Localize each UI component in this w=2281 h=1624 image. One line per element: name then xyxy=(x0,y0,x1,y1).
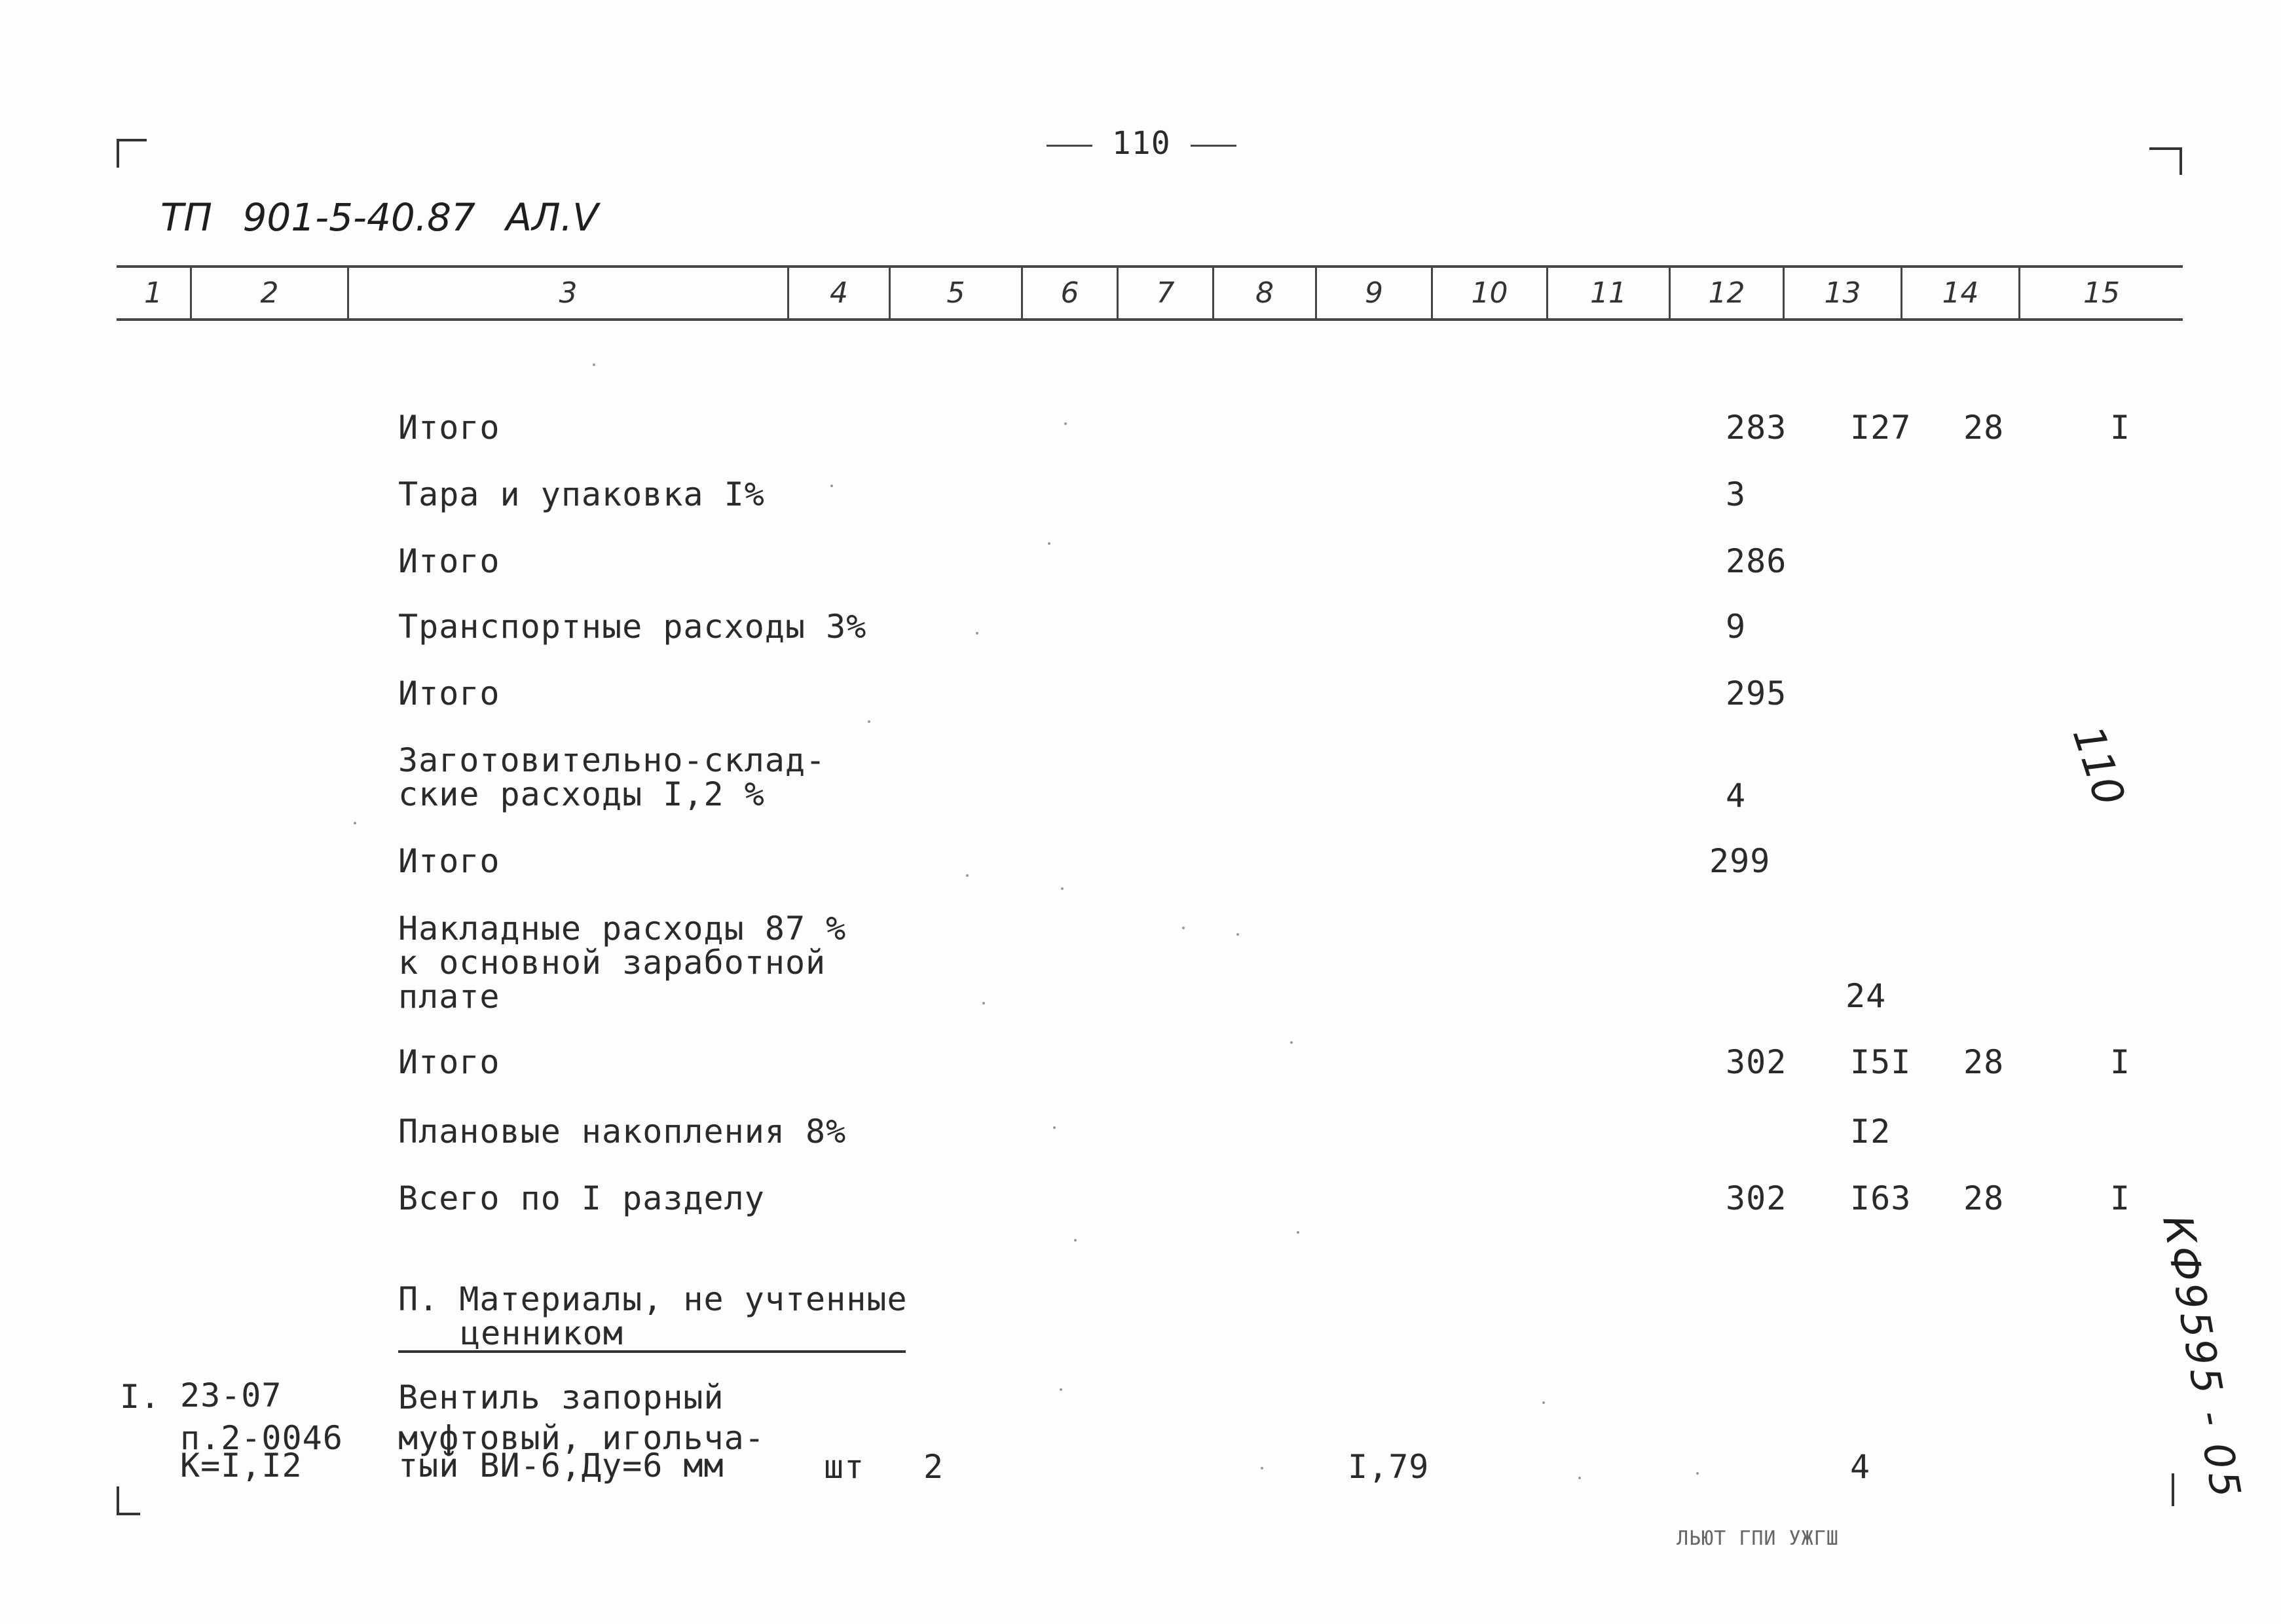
column-number: 11 xyxy=(1548,268,1671,318)
col13-value: 4 xyxy=(1850,1448,1871,1486)
col12-value: 286 xyxy=(1726,542,1787,580)
row-label: Итого xyxy=(398,842,500,880)
scan-speck xyxy=(1182,927,1185,929)
col15-value: I xyxy=(2110,1179,2131,1217)
scan-speck xyxy=(1696,1472,1699,1475)
column-number: 13 xyxy=(1785,268,1902,318)
row-label: Транспортные расходы 3% xyxy=(398,608,867,646)
corner-mark-bottom-left xyxy=(117,1486,140,1515)
scan-speck xyxy=(966,874,969,877)
item-code-line: К=I,I2 xyxy=(180,1447,303,1485)
scan-speck xyxy=(593,363,595,366)
row-label-line: Накладные расходы 87 % xyxy=(398,910,847,948)
item-quantity: 2 xyxy=(923,1448,944,1486)
document-code: ТП 901-5-40.87 АЛ.V xyxy=(160,195,599,240)
row-label-line: к основной заработной xyxy=(398,944,826,982)
col13-value: I2 xyxy=(1850,1113,1891,1151)
col14-value: 28 xyxy=(1963,1179,2005,1217)
scan-speck xyxy=(1542,1401,1545,1404)
corner-mark-bottom-right xyxy=(2172,1473,2177,1506)
item-unit: шт xyxy=(824,1448,865,1486)
col12-value: 283 xyxy=(1726,409,1787,447)
col14-value: 28 xyxy=(1963,409,2005,447)
section-heading-line: ценником xyxy=(398,1316,906,1353)
scan-speck xyxy=(1290,1041,1293,1044)
column-number: 4 xyxy=(789,268,891,318)
scan-speck xyxy=(1297,1231,1299,1234)
row-label: Итого xyxy=(398,409,500,447)
column-number: 6 xyxy=(1023,268,1119,318)
column-number-header xyxy=(117,265,2183,321)
scan-speck xyxy=(1236,933,1239,936)
scan-speck xyxy=(830,485,833,487)
row-label: Плановые накопления 8% xyxy=(398,1113,847,1151)
column-number: 5 xyxy=(891,268,1023,318)
col12-value: 302 xyxy=(1726,1043,1787,1081)
col13-value: 24 xyxy=(1845,977,1887,1015)
col15-value: I xyxy=(2110,1043,2131,1081)
scan-speck xyxy=(976,632,978,635)
row-label: Итого xyxy=(398,1043,500,1081)
col15-value: I xyxy=(2110,409,2131,447)
scan-speck xyxy=(1061,887,1064,890)
column-number: 1 xyxy=(117,268,192,318)
row-label-line: ские расходы I,2 % xyxy=(398,775,765,813)
scan-speck xyxy=(1074,1239,1077,1242)
row-label: Итого xyxy=(398,674,500,712)
bottom-stamp: ЛЬЮТ ГПИ УЖГШ xyxy=(1677,1527,1839,1550)
col12-value: 295 xyxy=(1726,674,1787,712)
item-code-line: п.2-0046 xyxy=(180,1419,343,1457)
scan-speck xyxy=(982,1002,985,1005)
col12-value: 3 xyxy=(1726,475,1747,513)
column-number: 14 xyxy=(1902,268,2020,318)
col13-value: I63 xyxy=(1850,1179,1912,1217)
col12-value: 4 xyxy=(1726,777,1747,815)
col12-value: 299 xyxy=(1709,842,1771,880)
column-number: 12 xyxy=(1671,268,1785,318)
column-number: 9 xyxy=(1317,268,1433,318)
handwritten-page-mark: 110 xyxy=(2062,720,2134,812)
item-number: I. xyxy=(120,1378,161,1416)
scan-speck xyxy=(1064,422,1067,425)
item-unit-price: I,79 xyxy=(1348,1448,1430,1486)
col13-value: I27 xyxy=(1850,409,1912,447)
column-number: 15 xyxy=(2083,276,2120,310)
col12-value: 302 xyxy=(1726,1179,1787,1217)
page-number: 110 xyxy=(1047,128,1236,159)
corner-mark-top-left xyxy=(117,139,147,168)
row-label: Итого xyxy=(398,542,500,580)
row-label-line: Заготовительно-склад- xyxy=(398,741,826,779)
scan-speck xyxy=(868,720,870,723)
scan-speck xyxy=(1060,1388,1062,1391)
scan-speck xyxy=(1578,1477,1581,1479)
scan-speck xyxy=(1261,1467,1263,1469)
item-description-line: тый ВИ-6,Ду=6 мм xyxy=(398,1447,724,1485)
column-number: 2 xyxy=(192,268,349,318)
col14-value: 28 xyxy=(1963,1043,2005,1081)
column-number: 7 xyxy=(1119,268,1214,318)
row-label: Тара и упаковка I% xyxy=(398,475,765,513)
section-heading-line: П. Материалы, не учтенные xyxy=(398,1280,908,1318)
col12-value: 9 xyxy=(1726,608,1747,646)
scan-speck xyxy=(1053,1126,1056,1129)
col13-value: I5I xyxy=(1850,1043,1912,1081)
scan-speck xyxy=(1048,542,1050,545)
column-number: 10 xyxy=(1433,268,1548,318)
row-label-line: плате xyxy=(398,978,500,1016)
item-code-line: 23-07 xyxy=(180,1376,282,1414)
handwritten-archive-code: КФ9595 - 05 xyxy=(2153,1211,2251,1504)
row-label: Всего по I разделу xyxy=(398,1179,765,1217)
column-number: 8 xyxy=(1214,268,1317,318)
item-description-line: Вентиль запорный xyxy=(398,1378,724,1416)
scan-speck xyxy=(354,822,356,824)
item-description-line: муфтовый, игольча- xyxy=(398,1419,765,1457)
column-number: 3 xyxy=(349,268,789,318)
corner-mark-top-right xyxy=(2149,147,2182,175)
